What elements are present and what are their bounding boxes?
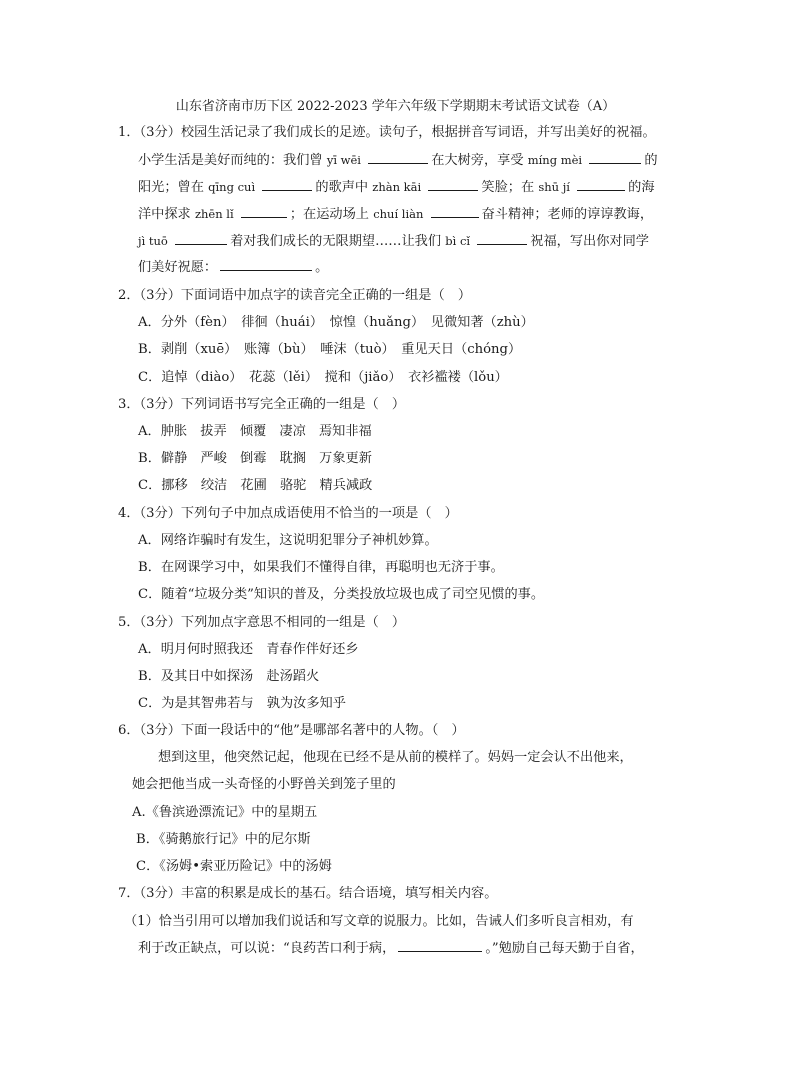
q1-line-2: 小学生活是美好而纯的：我们曾 yī wēi 在大树旁，享受 míng mèi 的 (138, 153, 658, 168)
pinyin-7: chuí liàn (373, 207, 424, 221)
q4-option-a: A．网络诈骗时有发生，这说明犯罪分子神机妙算。 (138, 533, 438, 548)
answer-blank[interactable] (477, 232, 527, 245)
answer-blank[interactable] (398, 939, 482, 952)
answer-blank[interactable] (262, 178, 312, 191)
q6-passage-line-1: 想到这里，他突然记起，他现在已经不是从前的模样了。妈妈一定会认不出他来， (158, 750, 633, 765)
q2-option-a: A．分外（fèn） 徘徊（huái） 惊惶（huǎng） 见微知著（zhù） (138, 315, 534, 330)
pinyin-8: jì tuō (138, 234, 168, 248)
q5-option-c: C．为是其智弗若与 孰为汝多知乎 (138, 696, 346, 711)
answer-blank[interactable] (175, 232, 227, 245)
q6-option-a: A.《鲁滨逊漂流记》中的星期五 (132, 805, 318, 820)
q2-option-b: B．剥削（xuē） 账簿（bù） 唾沫（tuò） 重见天日（chóng） (138, 342, 522, 357)
answer-blank[interactable] (428, 178, 478, 191)
q6-option-b: B．《骑鹅旅行记》中的尼尔斯 (136, 832, 311, 847)
q7-sub1-line-2: 利于改正缺点，可以说：“良药苦口利于病， 。”勉励自己每天勤于自省， (138, 941, 644, 956)
q5-stem: 5．（3分）下列加点字意思不相同的一组是（ ） (118, 615, 406, 630)
q6-stem: 6．（3分）下面一段话中的“他”是哪部名著中的人物。（ ） (118, 723, 465, 738)
q1-line-3: 阳光；曾在 qīng cuì 的歌声中 zhàn kāi 笑脸；在 shū jí 的海 (138, 180, 655, 195)
answer-blank[interactable] (241, 205, 287, 218)
q1-stem: 1．（3分）校园生活记录了我们成长的足迹。读句子，根据拼音写词语，并写出美好的祝福。 (118, 125, 656, 140)
q7-stem: 7．（3分）丰富的积累是成长的基石。结合语境，填写相关内容。 (118, 886, 498, 901)
answer-blank[interactable] (431, 205, 479, 218)
answer-blank[interactable] (577, 178, 625, 191)
q5-option-a: A．明月何时照我还 青春作伴好还乡 (138, 642, 359, 657)
answer-blank[interactable] (589, 151, 641, 164)
q1-line-6: 们美好祝愿： 。 (138, 260, 329, 275)
q2-stem: 2．（3分）下面词语中加点字的读音完全正确的一组是（ ） (118, 288, 472, 303)
q1-line-4: 洋中探求 zhēn lǐ ；在运动场上 chuí liàn 奋斗精神；老师的谆谆教诲， (138, 207, 654, 222)
q3-stem: 3．（3分）下列词语书写完全正确的一组是（ ） (118, 397, 406, 412)
answer-blank[interactable] (368, 151, 428, 164)
exam-title: 山东省济南市历下区 2022-2023 学年六年级下学期期末考试语文试卷（A） (175, 99, 616, 114)
pinyin-6: zhēn lǐ (194, 207, 234, 221)
q4-stem: 4．（3分）下列句子中加点成语使用不恰当的一项是（ ） (118, 506, 458, 521)
pinyin-4: zhàn kāi (372, 180, 422, 194)
q6-passage-line-2: 她会把他当成一头奇怪的小野兽关到笼子里的 (132, 777, 396, 792)
pinyin-2: míng mèi (527, 153, 583, 167)
q2-option-c: C．追悼（diào） 花蕊（lěi） 搅和（jiǎo） 衣衫褴褛（lǒu） (138, 370, 508, 385)
pinyin-5: shū jí (538, 180, 570, 194)
pinyin-1: yī wēi (326, 153, 361, 167)
q4-option-c: C．随着“垃圾分类”知识的普及，分类投放垃圾也成了司空见惯的事。 (138, 587, 545, 602)
q7-sub1-line-1: （1）恰当引用可以增加我们说话和写文章的说服力。比如，告诫人们多听良言相劝，有 (124, 914, 634, 929)
q6-option-c: C．《汤姆•索亚历险记》中的汤姆 (136, 859, 332, 874)
answer-blank[interactable] (220, 258, 312, 271)
q5-option-b: B．及其日中如探汤 赴汤蹈火 (138, 669, 320, 684)
q3-option-b: B．僻静 严峻 倒霉 耽搁 万象更新 (138, 451, 372, 466)
q3-option-c: C．挪移 绞洁 花圃 骆驼 精兵减政 (138, 478, 373, 493)
q3-option-a: A．肿胀 拔弄 倾覆 凄凉 焉知非福 (138, 424, 372, 439)
pinyin-9: bì cǐ (445, 234, 471, 248)
q4-option-b: B．在网课学习中，如果我们不懂得自律，再聪明也无济于事。 (138, 560, 504, 575)
pinyin-3: qīng cuì (208, 180, 256, 194)
q1-line-5: jì tuō 着对我们成长的无限期望……让我们 bì cǐ 祝福，写出你对同学 (138, 234, 649, 249)
